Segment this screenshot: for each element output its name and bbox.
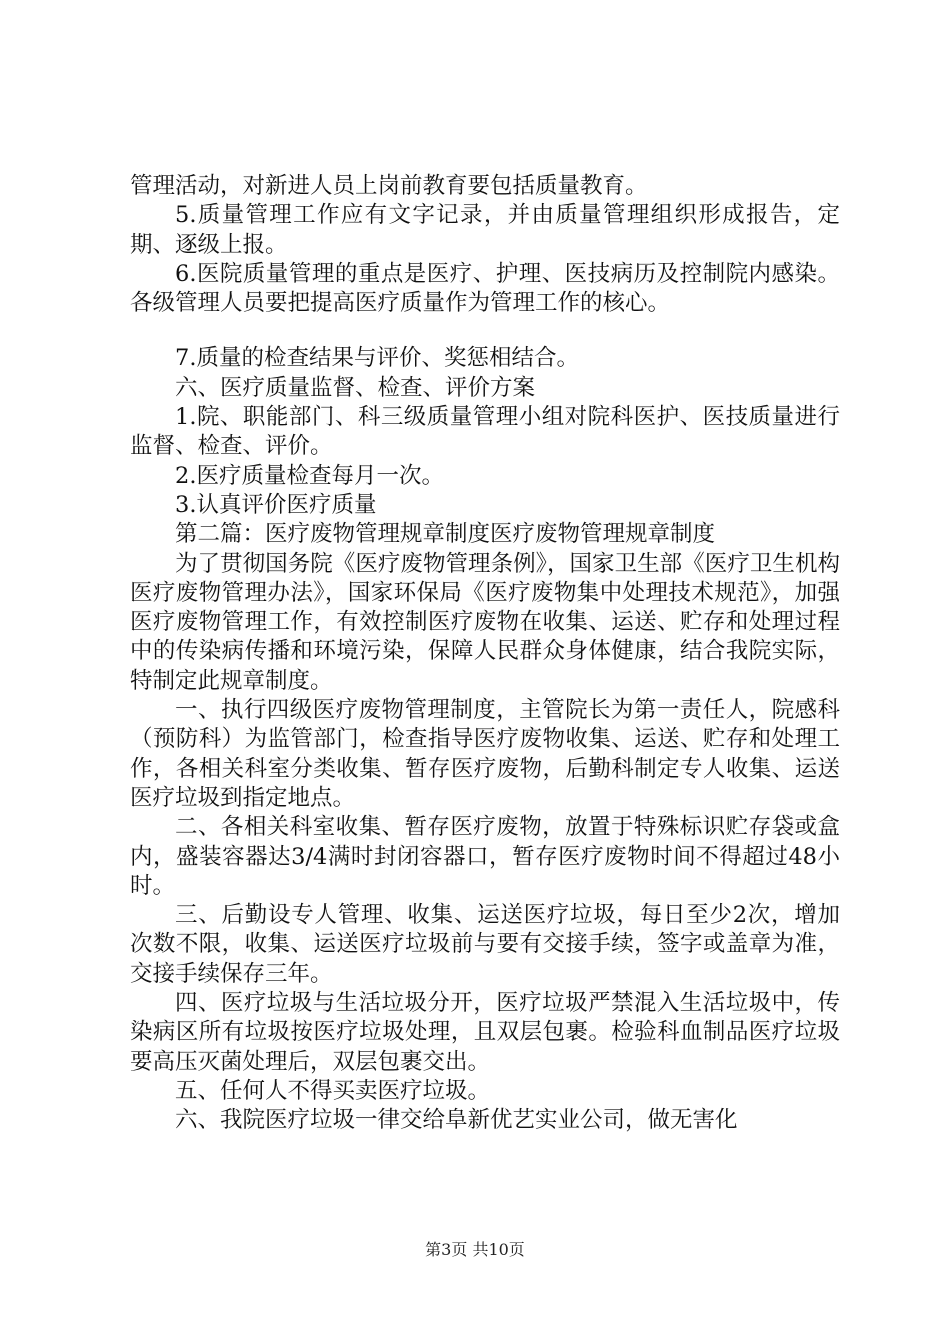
paragraph: 管理活动，对新进人员上岗前教育要包括质量教育。 <box>130 173 648 199</box>
paragraph: 7.质量的检查结果与评价、奖惩相结合。 <box>175 345 579 372</box>
paragraph: 5.质量管理工作应有文字记录，并由质量管理组织形成报告，定期、逐级上报。 <box>130 202 840 258</box>
paragraph: 四、医疗垃圾与生活垃圾分开，医疗垃圾严禁混入生活垃圾中，传染病区所有垃圾按医疗垃圾处理，且双层包裹。检验科血制品医疗垃圾要高压灭菌处理后，双层包裹交出。 <box>130 990 840 1075</box>
paragraph: 六、我院医疗垃圾一律交给阜新优艺实业公司，做无害化 <box>175 1107 738 1134</box>
paragraph: 6.医院质量管理的重点是医疗、护理、医技病历及控制院内感染。各级管理人员要把提高医疗质量作为管理工作的核心。 <box>130 260 840 317</box>
section-heading: 六、医疗质量监督、检查、评价方案 <box>175 374 536 401</box>
page-number: 第3页 共10页 <box>425 1240 525 1259</box>
paragraph: 一、执行四级医疗废物管理制度，主管院长为第一责任人，院感科（预防科）为监管部门，检查指导医疗废物收集、运送、贮存和处理工作，各相关科室分类收集、暂存医疗废物，后勤科制定专人收集、运送医疗垃圾到指定地点。 <box>130 697 840 811</box>
paragraph: 五、任何人不得买卖医疗垃圾。 <box>175 1077 491 1104</box>
paragraph: 1.院、职能部门、科三级质量管理小组对院科医护、医技质量进行监督、检查、评价。 <box>130 404 840 460</box>
page-footer <box>0 1240 950 1260</box>
chapter-heading: 第二篇：医疗废物管理规章制度医疗废物管理规章制度 <box>175 521 716 548</box>
paragraph: 为了贯彻国务院《医疗废物管理条例》，国家卫生部《医疗卫生机构医疗废物管理办法》，国家环保局《医疗废物集中处理技术规范》，加强医疗废物管理工作，有效控制医疗废物在收集、运送、贮存和处理过程中的传染病传播和环境污染，保障人民群众身体健康，结合我院实际，特制定此规章制度。 <box>130 550 840 694</box>
paragraph: 2.医疗质量检查每月一次。 <box>175 462 444 489</box>
paragraph: 三、后勤设专人管理、收集、运送医疗垃圾，每日至少2次，增加次数不限，收集、运送医疗垃圾前与要有交接手续，签字或盖章为准，交接手续保存三年。 <box>130 902 840 987</box>
paragraph: 3.认真评价医疗质量 <box>175 491 377 518</box>
paragraph-gap <box>130 318 840 344</box>
document-body <box>130 172 840 1136</box>
paragraph: 二、各相关科室收集、暂存医疗废物，放置于特殊标识贮存袋或盒内，盛装容器达3/4满时封闭容器口，暂存医疗废物时间不得超过48小时。 <box>130 814 840 899</box>
